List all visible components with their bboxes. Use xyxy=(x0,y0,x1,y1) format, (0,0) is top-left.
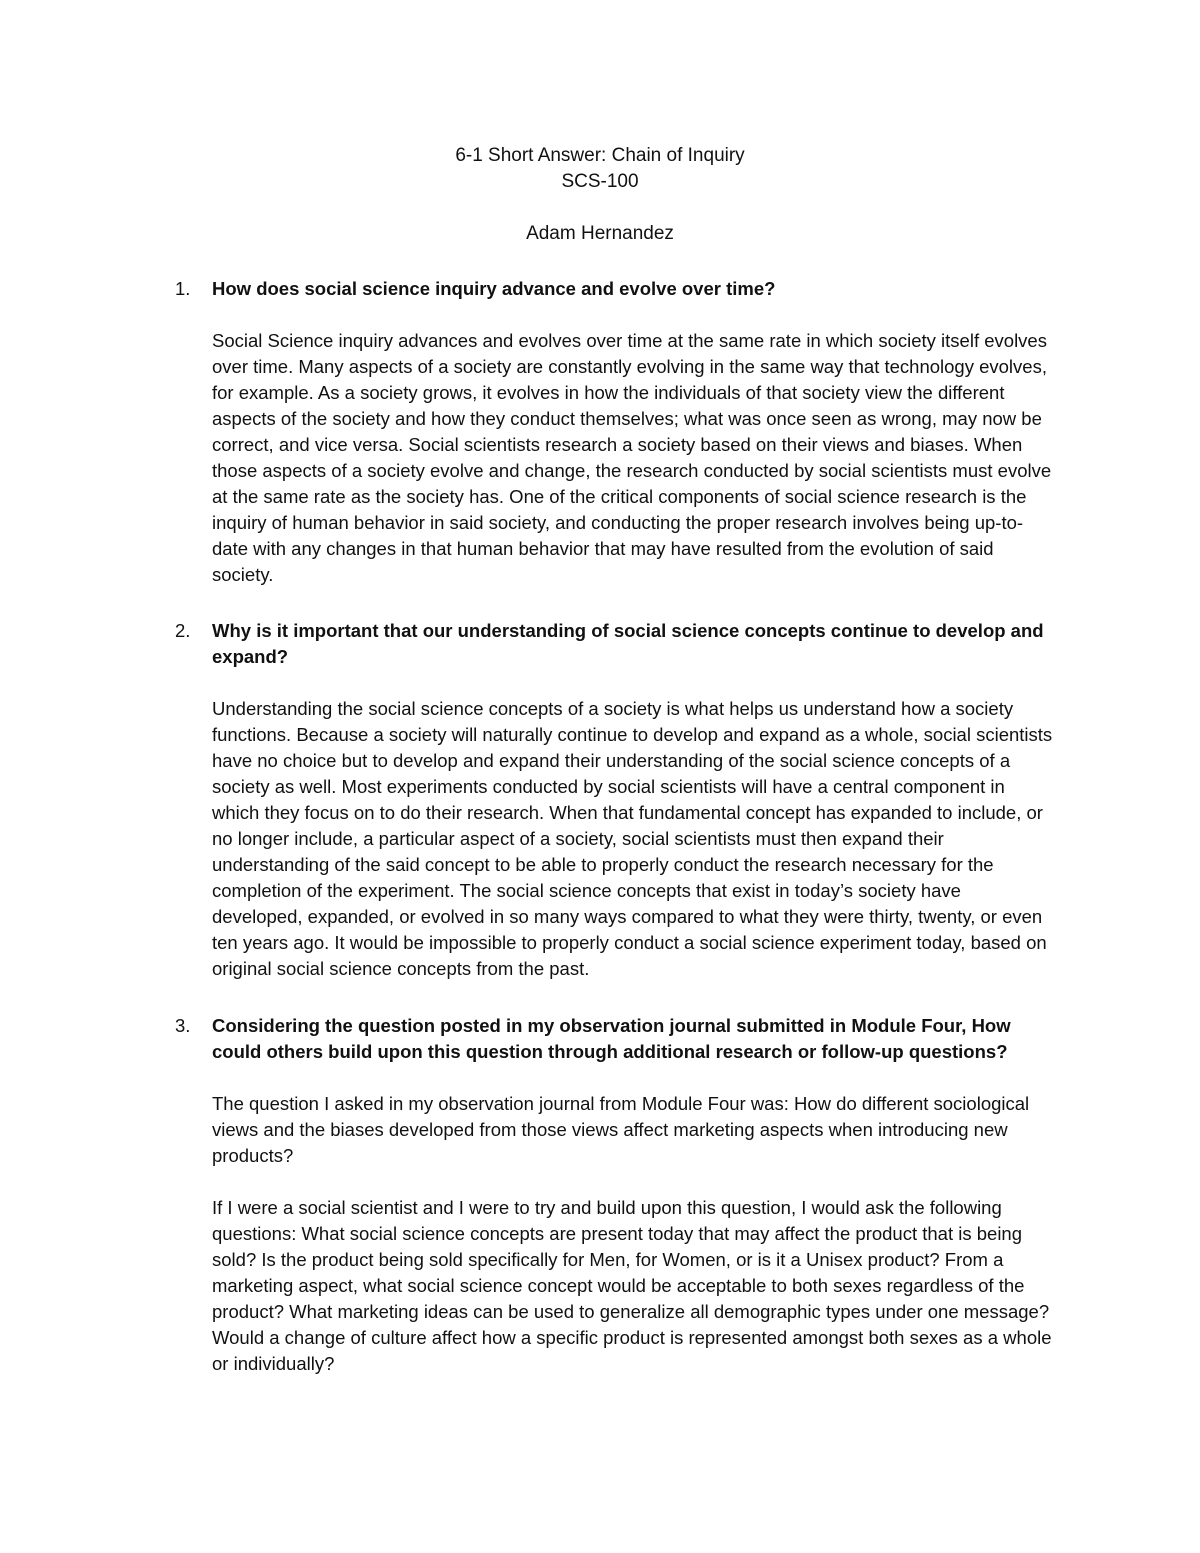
question-block-1 xyxy=(175,276,1055,588)
answer-1 xyxy=(175,328,1055,588)
question-block-3 xyxy=(175,1013,1055,1377)
question-block-2 xyxy=(175,618,1055,982)
question-number: 1. xyxy=(175,278,191,299)
answer-paragraph: If I were a social scientist and I were to try and build upon this question, I would ask the following questions: What social science concepts are present today that may affect the product that is being sold? Is the product being sold specifically for Men, for Women, or is it a Unisex product? From a marketing aspect, what social science concept would be acceptable to both sexes regardless of the product? What marketing ideas can be used to generalize all demographic types under one message? Would a change of culture affect how a specific product is represented amongst both sexes as a whole or individually? xyxy=(212,1197,1052,1374)
question-text: Considering the question posted in my observation journal submitted in Module Four, How could others build upon this question through additional research or follow-up questions? xyxy=(212,1015,1011,1062)
answer-paragraph: Social Science inquiry advances and evolves over time at the same rate in which society itself evolves over time. Many aspects of a society are constantly evolving in the same way that technology evolves, for example. As a society grows, it evolves in how the individuals of that society view the different aspects of the society and how they conduct themselves; what was once seen as wrong, may now be correct, and vice versa. Social scientists research a society based on their views and biases. When those aspects of a society evolve and change, the research conducted by social scientists must evolve at the same rate as the society has. One of the critical components of social science research is the inquiry of human behavior in said society, and conducting the proper research involves being up-to-date with any changes in that human behavior that may have resulted from the evolution of said society. xyxy=(212,330,1052,585)
document-header xyxy=(0,143,1200,247)
question-text: Why is it important that our understanding of social science concepts continue to develop and expand? xyxy=(212,620,1044,667)
answer-paragraph: The question I asked in my observation journal from Module Four was: How do different sociological views and the biases developed from those views affect marketing aspects when introducing new products? xyxy=(212,1093,1030,1166)
answer-2 xyxy=(175,696,1055,982)
answer-3 xyxy=(175,1091,1055,1377)
question-number: 3. xyxy=(175,1015,191,1036)
author-name: Adam Hernandez xyxy=(526,223,674,244)
question-number: 2. xyxy=(175,620,191,641)
question-3 xyxy=(175,1013,1055,1065)
question-2 xyxy=(175,618,1055,670)
course-code: SCS-100 xyxy=(561,171,639,192)
answer-paragraph: Understanding the social science concepts of a society is what helps us understand how a society functions. Because a society will naturally continue to develop and expand as a whole, social scientists have no choice but to develop and expand their understanding of the social science concepts of a society as well. Most experiments conducted by social scientists will have a central component in which they focus on to do their research. When that fundamental concept has expanded to include, or no longer include, a particular aspect of a society, social scientists must then expand their understanding of the said concept to be able to properly conduct the research necessary for the completion of the experiment. The social science concepts that exist in today’s society have developed, expanded, or evolved in so many ways compared to what they were thirty, twenty, or even ten years ago. It would be impossible to properly conduct a social science experiment today, based on original social science concepts from the past. xyxy=(212,698,1053,979)
question-text: How does social science inquiry advance and evolve over time? xyxy=(212,278,776,299)
document-title: 6-1 Short Answer: Chain of Inquiry xyxy=(455,145,745,166)
question-1 xyxy=(175,276,1055,302)
